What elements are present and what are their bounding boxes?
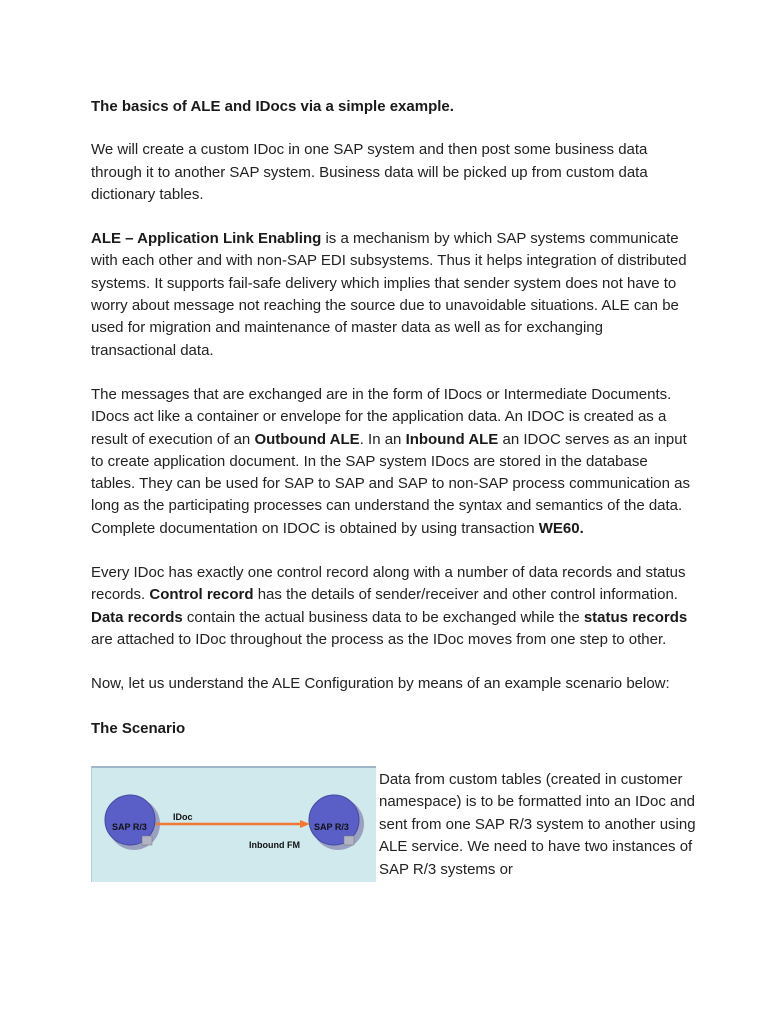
ale-diagram xyxy=(91,766,376,882)
scenario-heading xyxy=(91,718,691,740)
right-system-label: SAP R/3 xyxy=(314,821,349,832)
idoc-label: IDoc xyxy=(173,811,193,822)
paragraph-records xyxy=(91,562,691,651)
paragraph-idocs xyxy=(91,384,691,540)
paragraph-intro: We will create a custom IDoc in one SAP system and then post some business data through it to another SAP system. Business data will be picked up from custom data dictionary tables. xyxy=(91,141,648,203)
arrow-head-icon xyxy=(300,820,310,828)
title-text: The basics of ALE and IDocs via a simple example. xyxy=(91,98,454,115)
bold-term: ALE – Application Link Enabling xyxy=(91,230,322,248)
left-system-label: SAP R/3 xyxy=(112,821,147,832)
text: is a mechanism by which SAP systems communicate with each other and with non-SAP EDI subsystems. Thus it helps integration of distributed systems. It supports fail-safe delivery which implies that sender system does not have to worry about message not reaching the source due to unavoidable situations. ALE can be used for migration and maintenance of master data as well as for exchanging transactional data. xyxy=(91,230,687,359)
text: has the details of sender/receiver and other control information. xyxy=(253,586,678,604)
document-title xyxy=(91,96,691,118)
scenario-heading-text: The Scenario xyxy=(91,719,186,737)
bold-term: WE60. xyxy=(538,519,584,537)
text: . In an xyxy=(359,430,406,448)
inbound-fm-label: Inbound FM xyxy=(249,839,300,850)
text: an IDOC serves as an input to create application document. In the SAP system IDocs are stored in the database tables. They can be used for SAP to SAP and SAP to non-SAP process communication as long as the participating processes can understand the syntax and semantics of the data. Complete documentation on IDOC is obtained by using transaction xyxy=(91,430,690,537)
text: contain the actual business data to be exchanged while the xyxy=(182,608,584,626)
text: The messages that are exchanged are in the form of IDocs or Intermediate Documents. IDocs act like a container or envelope for the application data. An IDOC is created as a result of execution of an xyxy=(91,385,672,448)
bold-term: status records xyxy=(583,608,688,626)
paragraph-scenario-intro: Now, let us understand the ALE Configuration by means of an example scenario below: xyxy=(91,675,670,693)
scenario-section xyxy=(91,762,696,882)
bold-term: Data records xyxy=(91,608,183,626)
bold-term: Control record xyxy=(149,586,254,604)
bold-term: Inbound ALE xyxy=(405,430,499,448)
scenario-description: Data from custom tables (created in customer namespace) is to be formatted into an IDoc and sent from one SAP R/3 system to another using ALE service. We need to have two instances of SAP R/3 systems or xyxy=(379,770,696,878)
bold-term: Outbound ALE xyxy=(254,430,360,448)
text: Every IDoc has exactly one control record along with a number of data records and status records. xyxy=(91,564,686,604)
document-body xyxy=(91,96,696,882)
text: are attached to IDoc throughout the process as the IDoc moves from one step to other. xyxy=(91,630,667,648)
paragraph-ale xyxy=(91,228,691,362)
